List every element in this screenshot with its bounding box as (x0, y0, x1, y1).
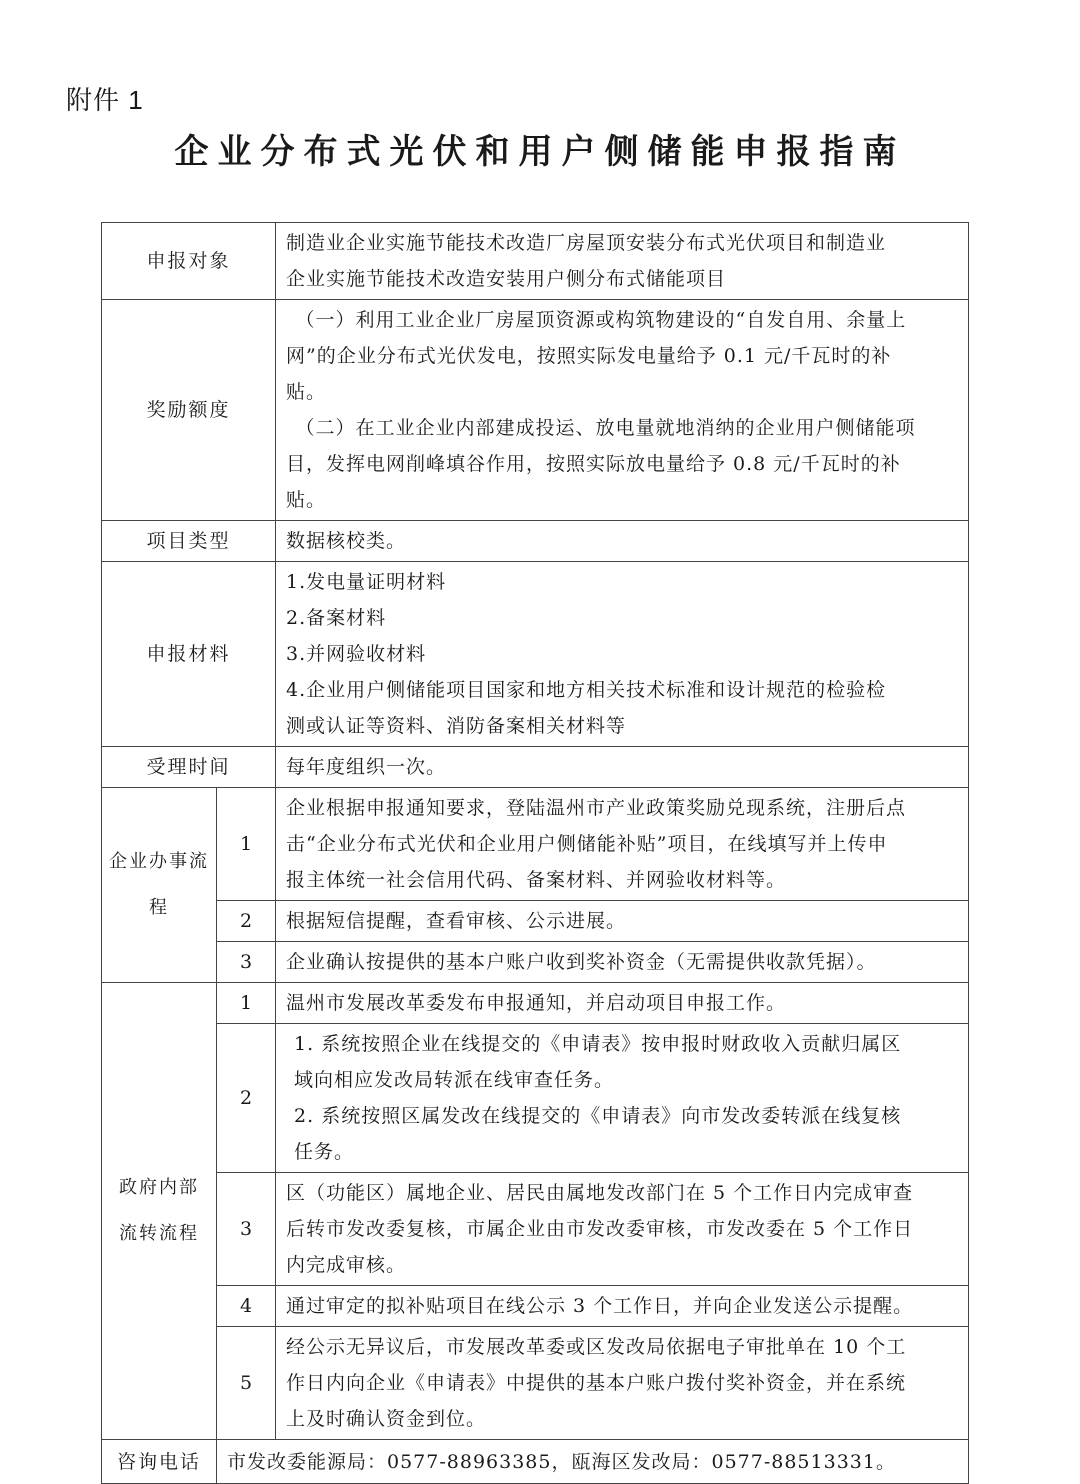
label-reward: 奖励额度 (102, 300, 276, 521)
value-time: 每年度组织一次。 (276, 747, 969, 788)
attachment-label: 附件 1 (66, 85, 144, 115)
row-time (102, 747, 969, 788)
list-item: 2. 系统按照区属发改在线提交的《申请表》向市发改委转派在线复核 (294, 1105, 902, 1127)
label-contact: 咨询电话 (102, 1440, 217, 1484)
value-contact: 市发改委能源局：0577-88963385，瓯海区发改局：0577-88513331。 (217, 1440, 969, 1484)
step-number: 2 (217, 1024, 276, 1173)
row-enterprise-step-3 (102, 942, 969, 983)
step-text: 通过审定的拟补贴项目在线公示 3 个工作日，并向企业发送公示提醒。 (276, 1286, 969, 1327)
label-enterprise-flow: 企业办事流 程 (102, 788, 217, 983)
step-number: 2 (217, 901, 276, 942)
row-type (102, 521, 969, 562)
list-item: 1. 系统按照企业在线提交的《申请表》按申报时财政收入贡献归属区 (294, 1033, 902, 1055)
label-target: 申报对象 (102, 223, 276, 300)
label-type: 项目类型 (102, 521, 276, 562)
label-gov-flow: 政府内部 流转流程 (102, 983, 217, 1440)
row-gov-step-4 (102, 1286, 969, 1327)
step-text (276, 1024, 969, 1173)
step-number: 5 (217, 1327, 276, 1440)
step-number: 4 (217, 1286, 276, 1327)
list-item-cont: 任务。 (294, 1141, 355, 1163)
value-type: 数据核校类。 (276, 521, 969, 562)
row-enterprise-step-1 (102, 788, 969, 901)
row-gov-step-5 (102, 1327, 969, 1440)
row-gov-step-1 (102, 983, 969, 1024)
document-title: 企业分布式光伏和用户侧储能申报指南 (174, 132, 906, 172)
label-materials: 申报材料 (102, 562, 276, 747)
step-number: 1 (217, 788, 276, 901)
row-gov-step-2 (102, 1024, 969, 1173)
row-target (102, 223, 969, 300)
value-reward: （一）利用工业企业厂房屋顶资源或构筑物建设的“自发自用、余量上 网”的企业分布式光伏发电，按照实际发电量给予 0.1 元/千瓦时的补 贴。 （二）在工业企业内部建成投运、放电量就地消纳的企业用户侧储能项 目，发挥电网削峰填谷作用，按照实际放电量给予 0.8 元/千瓦时的补 贴。 (276, 300, 969, 521)
label-time: 受理时间 (102, 747, 276, 788)
step-text: 经公示无异议后，市发展改革委或区发改局依据电子审批单在 10 个工 作日内向企业《申请表》中提供的基本户账户拨付奖补资金，并在系统 上及时确认资金到位。 (276, 1327, 969, 1440)
value-materials: 1.发电量证明材料 2.备案材料 3.并网验收材料 4.企业用户侧储能项目国家和地方相关技术标准和设计规范的检验检 测或认证等资料、消防备案相关材料等 (276, 562, 969, 747)
list-item-cont: 域向相应发改局转派在线审查任务。 (294, 1069, 615, 1091)
step-number: 1 (217, 983, 276, 1024)
step-text: 区（功能区）属地企业、居民由属地发改部门在 5 个工作日内完成审查 后转市发改委复核，市属企业由市发改委审核，市发改委在 5 个工作日 内完成审核。 (276, 1173, 969, 1286)
step-text: 企业根据申报通知要求，登陆温州市产业政策奖励兑现系统，注册后点 击“企业分布式光伏和企业用户侧储能补贴”项目，在线填写并上传申 报主体统一社会信用代码、备案材料、并网验收材料等。 (276, 788, 969, 901)
row-materials (102, 562, 969, 747)
row-contact (102, 1440, 969, 1484)
step-text: 温州市发展改革委发布申报通知，并启动项目申报工作。 (276, 983, 969, 1024)
step-number: 3 (217, 1173, 276, 1286)
step-text: 根据短信提醒，查看审核、公示进展。 (276, 901, 969, 942)
row-gov-step-3 (102, 1173, 969, 1286)
value-target: 制造业企业实施节能技术改造厂房屋顶安装分布式光伏项目和制造业 企业实施节能技术改造安装用户侧分布式储能项目 (276, 223, 969, 300)
row-enterprise-step-2 (102, 901, 969, 942)
step-number: 3 (217, 942, 276, 983)
step-text: 企业确认按提供的基本户账户收到奖补资金（无需提供收款凭据）。 (276, 942, 969, 983)
guide-table (101, 222, 969, 1484)
row-reward (102, 300, 969, 521)
